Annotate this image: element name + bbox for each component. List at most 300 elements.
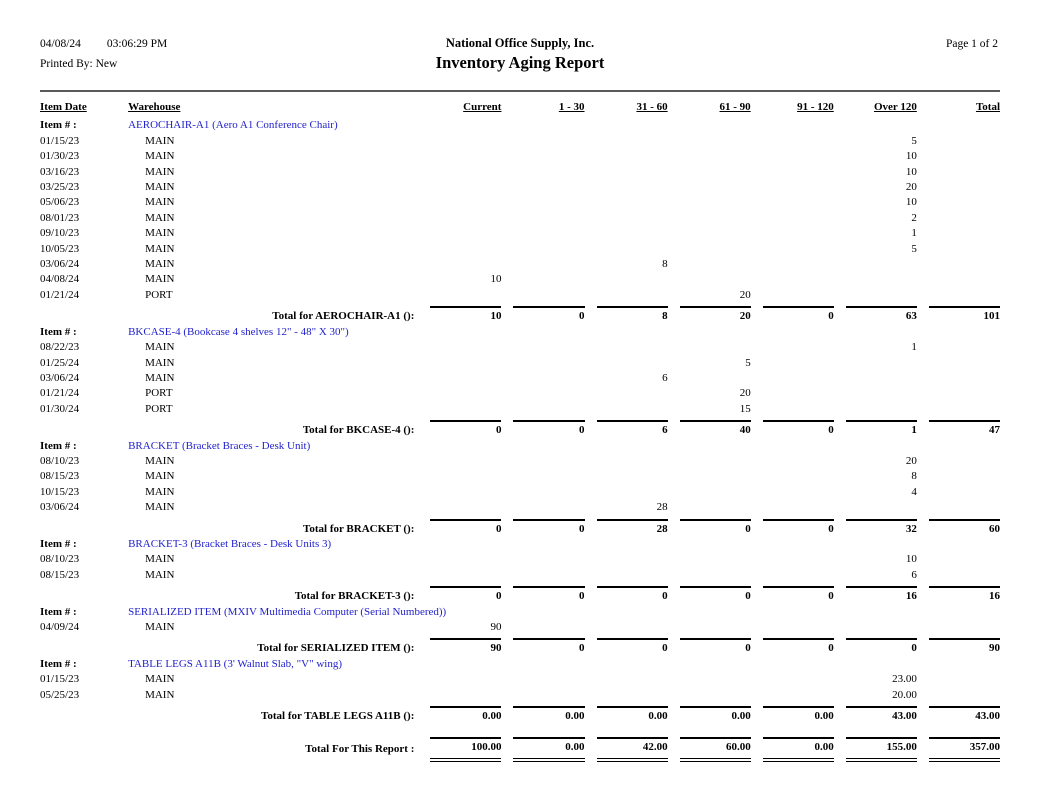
group-total-cell	[501, 635, 584, 656]
aging-bucket-cell	[501, 149, 584, 164]
aging-bucket-cell	[501, 180, 584, 195]
aging-bucket-cell: 90	[490, 621, 502, 633]
aging-bucket-cell	[668, 688, 751, 703]
group-total-row	[40, 303, 1000, 324]
aging-bucket-cell	[585, 288, 668, 303]
aging-bucket-cell: 2	[911, 211, 917, 224]
column-header-label: Total	[975, 101, 1000, 113]
item-date-cell: 01/15/23	[40, 134, 80, 147]
aging-bucket-cell	[668, 195, 751, 210]
item-group-header	[40, 439, 1000, 454]
aging-bucket-cell	[418, 672, 501, 687]
warehouse-cell: PORT	[145, 402, 173, 415]
item-description-link[interactable]: SERIALIZED ITEM (MXIV Multimedia Computer (Serial Numbered))	[128, 605, 447, 618]
aging-bucket-cell	[418, 485, 501, 500]
group-total-value: 32	[846, 519, 917, 537]
aging-bucket-cell	[418, 134, 501, 149]
report-body	[40, 118, 1000, 761]
aging-bucket-cell: 20	[739, 387, 751, 400]
item-date-cell: 08/15/23	[40, 470, 80, 483]
column-header-label: 31 - 60	[636, 101, 668, 113]
group-total-cell	[418, 703, 501, 724]
group-total-value: 0.00	[597, 706, 668, 724]
group-total-value: 0	[430, 420, 501, 438]
column-header-over-120	[834, 96, 917, 118]
aging-bucket-cell	[501, 272, 584, 287]
group-total-value: 63	[846, 306, 917, 324]
aging-bucket-cell	[501, 688, 584, 703]
group-total-value: 0	[430, 586, 501, 604]
warehouse-cell: MAIN	[145, 258, 175, 271]
group-total-value: 47	[929, 420, 1000, 438]
printed-by: Printed By: New	[40, 58, 118, 70]
aging-data-row	[40, 134, 1000, 149]
aging-bucket-cell	[585, 672, 668, 687]
aging-bucket-cell	[751, 469, 834, 484]
aging-bucket-cell	[917, 620, 1000, 635]
aging-bucket-cell	[917, 340, 1000, 355]
group-total-cell	[418, 303, 501, 324]
warehouse-cell: MAIN	[145, 273, 175, 286]
warehouse-cell: MAIN	[145, 165, 175, 178]
item-date-cell: 03/06/24	[40, 258, 80, 271]
aging-data-row	[40, 402, 1000, 417]
aging-bucket-cell	[917, 469, 1000, 484]
report-header	[40, 34, 1000, 84]
aging-bucket-cell	[501, 195, 584, 210]
aging-bucket-cell	[751, 272, 834, 287]
group-total-value: 40	[680, 420, 751, 438]
report-total-value: 100.00	[430, 737, 501, 761]
item-description-link[interactable]: TABLE LEGS A11B (3' Walnut Slab, "V" wing)	[128, 657, 342, 670]
aging-bucket-cell	[418, 149, 501, 164]
aging-bucket-cell	[501, 226, 584, 241]
group-total-label: Total for BKCASE-4 ():	[302, 424, 415, 437]
aging-data-row	[40, 688, 1000, 703]
aging-bucket-cell	[917, 568, 1000, 583]
aging-bucket-cell	[501, 386, 584, 401]
group-total-cell	[585, 417, 668, 438]
column-header-label: 91 - 120	[797, 101, 834, 113]
item-date-cell: 04/08/24	[40, 273, 80, 286]
item-date-cell: 01/15/23	[40, 673, 80, 686]
group-total-value: 0	[763, 306, 834, 324]
item-description-link[interactable]: BKCASE-4 (Bookcase 4 shelves 12" - 48" X 30")	[128, 325, 349, 338]
report-total-value: 357.00	[929, 737, 1000, 761]
aging-bucket-cell	[418, 180, 501, 195]
warehouse-cell: MAIN	[145, 470, 175, 483]
group-total-value: 0	[513, 306, 584, 324]
group-total-label: Total for BRACKET-3 ():	[294, 590, 415, 603]
group-total-cell	[668, 583, 751, 604]
group-total-value: 16	[846, 586, 917, 604]
aging-bucket-cell: 8	[911, 470, 917, 483]
aging-bucket-cell	[751, 288, 834, 303]
item-date-cell: 01/21/24	[40, 288, 80, 301]
aging-bucket-cell: 10	[905, 196, 917, 209]
aging-bucket-cell: 23.00	[892, 673, 917, 686]
aging-bucket-cell	[585, 485, 668, 500]
aging-bucket-cell	[917, 257, 1000, 272]
group-total-row	[40, 417, 1000, 438]
group-total-value: 0.00	[430, 706, 501, 724]
item-date-cell: 04/09/24	[40, 621, 80, 633]
report-total-value: 0.00	[763, 737, 834, 761]
item-description-link[interactable]: BRACKET (Bracket Braces - Desk Unit)	[128, 439, 311, 452]
aging-bucket-cell	[418, 226, 501, 241]
group-total-cell	[917, 635, 1000, 656]
aging-bucket-cell	[418, 688, 501, 703]
aging-bucket-cell	[751, 454, 834, 469]
aging-bucket-cell	[585, 149, 668, 164]
item-date-cell: 03/06/24	[40, 501, 80, 514]
aging-data-row	[40, 272, 1000, 287]
aging-data-row	[40, 672, 1000, 687]
aging-bucket-cell	[834, 272, 917, 287]
aging-bucket-cell	[751, 672, 834, 687]
aging-data-row	[40, 257, 1000, 272]
aging-bucket-cell	[751, 356, 834, 371]
group-total-value: 90	[430, 638, 501, 656]
aging-bucket-cell	[751, 620, 834, 635]
group-total-value: 0	[513, 638, 584, 656]
item-date-cell: 01/21/24	[40, 387, 80, 400]
aging-data-row	[40, 165, 1000, 180]
group-total-cell	[834, 583, 917, 604]
item-number-label: Item # :	[40, 537, 77, 550]
aging-bucket-cell	[751, 134, 834, 149]
group-total-cell	[501, 417, 584, 438]
aging-bucket-cell	[917, 500, 1000, 515]
group-total-value: 0	[680, 586, 751, 604]
group-total-cell	[418, 583, 501, 604]
group-total-value: 0.00	[513, 706, 584, 724]
item-group-header	[40, 537, 1000, 552]
aging-data-row	[40, 568, 1000, 583]
aging-bucket-cell	[834, 257, 917, 272]
group-total-value: 0	[763, 638, 834, 656]
aging-bucket-cell	[917, 242, 1000, 257]
item-date-cell: 09/10/23	[40, 227, 80, 240]
group-total-value: 0	[597, 638, 668, 656]
aging-bucket-cell	[418, 211, 501, 226]
column-header-item-date	[40, 96, 128, 118]
group-total-cell	[501, 583, 584, 604]
aging-bucket-cell: 6	[911, 568, 917, 581]
column-header-current	[418, 96, 501, 118]
aging-bucket-cell	[751, 402, 834, 417]
aging-data-row	[40, 469, 1000, 484]
aging-bucket-cell	[917, 195, 1000, 210]
print-date: 04/08/24	[40, 38, 81, 50]
aging-bucket-cell	[751, 485, 834, 500]
aging-bucket-cell	[585, 195, 668, 210]
aging-bucket-cell	[501, 568, 584, 583]
group-total-cell	[501, 703, 584, 724]
group-total-value: 0	[680, 519, 751, 537]
report-total-value: 0.00	[513, 737, 584, 761]
aging-bucket-cell	[585, 165, 668, 180]
column-header-label: Current	[463, 101, 502, 113]
aging-bucket-cell	[585, 454, 668, 469]
aging-bucket-cell	[917, 288, 1000, 303]
aging-bucket-cell	[917, 165, 1000, 180]
aging-data-row	[40, 454, 1000, 469]
aging-bucket-cell	[585, 211, 668, 226]
item-group-header	[40, 605, 1000, 620]
group-total-cell	[418, 516, 501, 537]
warehouse-cell: MAIN	[145, 688, 175, 701]
aging-bucket-cell	[501, 356, 584, 371]
aging-bucket-cell	[917, 672, 1000, 687]
aging-bucket-cell: 1	[911, 227, 917, 240]
group-total-value: 0	[763, 420, 834, 438]
aging-bucket-cell	[501, 620, 584, 635]
aging-bucket-cell	[585, 226, 668, 241]
group-total-cell	[668, 635, 751, 656]
aging-bucket-cell	[418, 386, 501, 401]
aging-bucket-cell	[418, 402, 501, 417]
item-date-cell: 01/30/23	[40, 150, 80, 163]
aging-bucket-cell	[751, 226, 834, 241]
aging-bucket-cell	[751, 211, 834, 226]
item-group-header	[40, 118, 1000, 133]
aging-data-row	[40, 211, 1000, 226]
aging-data-row	[40, 180, 1000, 195]
aging-bucket-cell	[668, 242, 751, 257]
aging-bucket-cell	[418, 288, 501, 303]
company-name: National Office Supply, Inc.	[445, 36, 595, 50]
group-total-cell	[751, 635, 834, 656]
group-total-cell	[668, 703, 751, 724]
item-number-label: Item # :	[40, 119, 77, 132]
aging-bucket-cell	[668, 552, 751, 567]
aging-bucket-cell	[668, 257, 751, 272]
warehouse-cell: MAIN	[145, 568, 175, 581]
group-total-cell	[585, 303, 668, 324]
page-number: Page 1 of 2	[945, 38, 998, 50]
group-total-value: 0	[763, 519, 834, 537]
item-number-label: Item # :	[40, 325, 77, 338]
aging-bucket-cell	[917, 688, 1000, 703]
item-date-cell: 01/30/24	[40, 402, 80, 415]
group-total-cell	[585, 703, 668, 724]
warehouse-cell: MAIN	[145, 454, 175, 467]
aging-bucket-cell	[751, 149, 834, 164]
report-total-label: Total For This Report :	[305, 742, 415, 755]
aging-bucket-cell	[668, 165, 751, 180]
aging-bucket-cell	[751, 257, 834, 272]
aging-bucket-cell	[501, 211, 584, 226]
print-time: 03:06:29 PM	[106, 38, 168, 50]
warehouse-cell: MAIN	[145, 181, 175, 194]
aging-bucket-cell	[501, 485, 584, 500]
aging-bucket-cell: 4	[911, 485, 917, 498]
aging-bucket-cell	[418, 500, 501, 515]
report-total-cell	[917, 737, 1000, 761]
warehouse-cell: MAIN	[145, 196, 175, 209]
aging-bucket-cell	[834, 402, 917, 417]
aging-bucket-cell	[418, 165, 501, 180]
aging-bucket-cell	[917, 211, 1000, 226]
aging-bucket-cell	[751, 340, 834, 355]
column-header-91-120	[751, 96, 834, 118]
aging-bucket-cell: 10	[490, 273, 502, 286]
column-header-label: Over 120	[873, 101, 917, 113]
report-total-value: 155.00	[846, 737, 917, 761]
aging-bucket-cell	[418, 552, 501, 567]
aging-data-row	[40, 500, 1000, 515]
aging-data-row	[40, 195, 1000, 210]
aging-bucket-cell	[585, 134, 668, 149]
aging-bucket-cell	[418, 356, 501, 371]
group-total-cell	[668, 417, 751, 438]
group-total-row	[40, 583, 1000, 604]
aging-bucket-cell	[585, 469, 668, 484]
aging-bucket-cell	[917, 485, 1000, 500]
aging-data-row	[40, 356, 1000, 371]
aging-bucket-cell	[585, 386, 668, 401]
column-header-31-60	[585, 96, 668, 118]
aging-bucket-cell	[834, 288, 917, 303]
aging-bucket-cell	[585, 688, 668, 703]
aging-bucket-cell	[751, 195, 834, 210]
group-total-row	[40, 703, 1000, 724]
aging-bucket-cell	[668, 149, 751, 164]
group-total-cell	[917, 703, 1000, 724]
aging-bucket-cell	[501, 242, 584, 257]
warehouse-cell: MAIN	[145, 485, 175, 498]
aging-bucket-cell	[668, 180, 751, 195]
column-header-61-90	[668, 96, 751, 118]
item-group-header	[40, 657, 1000, 672]
group-total-value: 0	[513, 420, 584, 438]
group-total-label: Total for SERIALIZED ITEM ():	[257, 642, 415, 655]
group-total-value: 1	[846, 420, 917, 438]
group-total-cell	[751, 583, 834, 604]
item-date-cell: 05/06/23	[40, 196, 80, 209]
group-total-value: 0	[430, 519, 501, 537]
aging-bucket-cell	[834, 620, 917, 635]
group-total-cell	[501, 516, 584, 537]
aging-data-row	[40, 386, 1000, 401]
aging-bucket-cell	[418, 242, 501, 257]
item-description-link[interactable]: BRACKET-3 (Bracket Braces - Desk Units 3)	[128, 537, 332, 550]
group-total-value: 60	[929, 519, 1000, 537]
aging-bucket-cell	[917, 180, 1000, 195]
warehouse-cell: MAIN	[145, 673, 175, 686]
group-total-cell	[834, 516, 917, 537]
aging-bucket-cell	[501, 371, 584, 386]
aging-bucket-cell	[501, 134, 584, 149]
aging-bucket-cell	[751, 552, 834, 567]
aging-bucket-cell	[501, 340, 584, 355]
group-total-cell	[668, 303, 751, 324]
aging-bucket-cell	[834, 356, 917, 371]
aging-bucket-cell: 28	[656, 501, 668, 514]
column-header-label: 61 - 90	[719, 101, 751, 113]
group-total-value: 16	[929, 586, 1000, 604]
aging-bucket-cell	[668, 485, 751, 500]
group-total-cell	[834, 417, 917, 438]
group-total-cell	[585, 635, 668, 656]
group-total-value: 101	[929, 306, 1000, 324]
aging-bucket-cell	[751, 371, 834, 386]
group-total-value: 0	[597, 586, 668, 604]
aging-data-row	[40, 226, 1000, 241]
aging-bucket-cell	[668, 226, 751, 241]
group-total-cell	[917, 417, 1000, 438]
aging-data-row	[40, 552, 1000, 567]
aging-bucket-cell	[501, 469, 584, 484]
item-description-link[interactable]: AEROCHAIR-A1 (Aero A1 Conference Chair)	[128, 119, 338, 132]
aging-bucket-cell	[668, 134, 751, 149]
aging-bucket-cell	[501, 672, 584, 687]
aging-bucket-cell	[751, 568, 834, 583]
aging-data-row	[40, 242, 1000, 257]
group-total-value: 8	[597, 306, 668, 324]
aging-bucket-cell	[668, 469, 751, 484]
warehouse-cell: MAIN	[145, 371, 175, 384]
group-total-value: 43.00	[929, 706, 1000, 724]
item-number-label: Item # :	[40, 439, 77, 452]
item-number-label: Item # :	[40, 605, 77, 618]
aging-bucket-cell: 10	[905, 150, 917, 163]
group-total-cell	[585, 583, 668, 604]
aging-bucket-cell	[501, 288, 584, 303]
report-total-cell	[585, 737, 668, 761]
group-total-label: Total for AEROCHAIR-A1 ():	[272, 310, 415, 323]
warehouse-cell: MAIN	[145, 150, 175, 163]
group-total-cell	[751, 516, 834, 537]
aging-bucket-cell	[501, 402, 584, 417]
column-header-1-30	[501, 96, 584, 118]
group-total-cell	[751, 417, 834, 438]
group-total-value: 0	[513, 519, 584, 537]
aging-bucket-cell	[668, 211, 751, 226]
item-date-cell: 03/25/23	[40, 181, 80, 194]
aging-bucket-cell	[501, 500, 584, 515]
item-date-cell: 01/25/24	[40, 356, 80, 369]
warehouse-cell: MAIN	[145, 621, 175, 633]
aging-bucket-cell	[501, 165, 584, 180]
aging-bucket-cell: 10	[905, 165, 917, 178]
aging-bucket-cell: 5	[745, 356, 751, 369]
aging-bucket-cell	[418, 454, 501, 469]
aging-bucket-cell	[585, 356, 668, 371]
aging-bucket-cell	[917, 356, 1000, 371]
aging-bucket-cell	[501, 454, 584, 469]
aging-bucket-cell: 20	[905, 454, 917, 467]
item-date-cell: 10/05/23	[40, 242, 80, 255]
aging-bucket-cell	[418, 371, 501, 386]
aging-bucket-cell	[585, 340, 668, 355]
group-total-value: 10	[430, 306, 501, 324]
aging-bucket-cell	[917, 226, 1000, 241]
group-total-label: Total for BRACKET ():	[303, 522, 415, 535]
group-total-value: 28	[597, 519, 668, 537]
aging-bucket-cell	[917, 552, 1000, 567]
item-date-cell: 03/06/24	[40, 371, 80, 384]
aging-bucket-cell: 20.00	[892, 688, 917, 701]
column-header-label: 1 - 30	[558, 101, 585, 113]
item-group-header	[40, 325, 1000, 340]
warehouse-cell: MAIN	[145, 134, 175, 147]
aging-bucket-cell	[668, 340, 751, 355]
aging-bucket-cell: 5	[911, 242, 917, 255]
group-total-value: 0	[513, 586, 584, 604]
warehouse-cell: PORT	[145, 288, 173, 301]
